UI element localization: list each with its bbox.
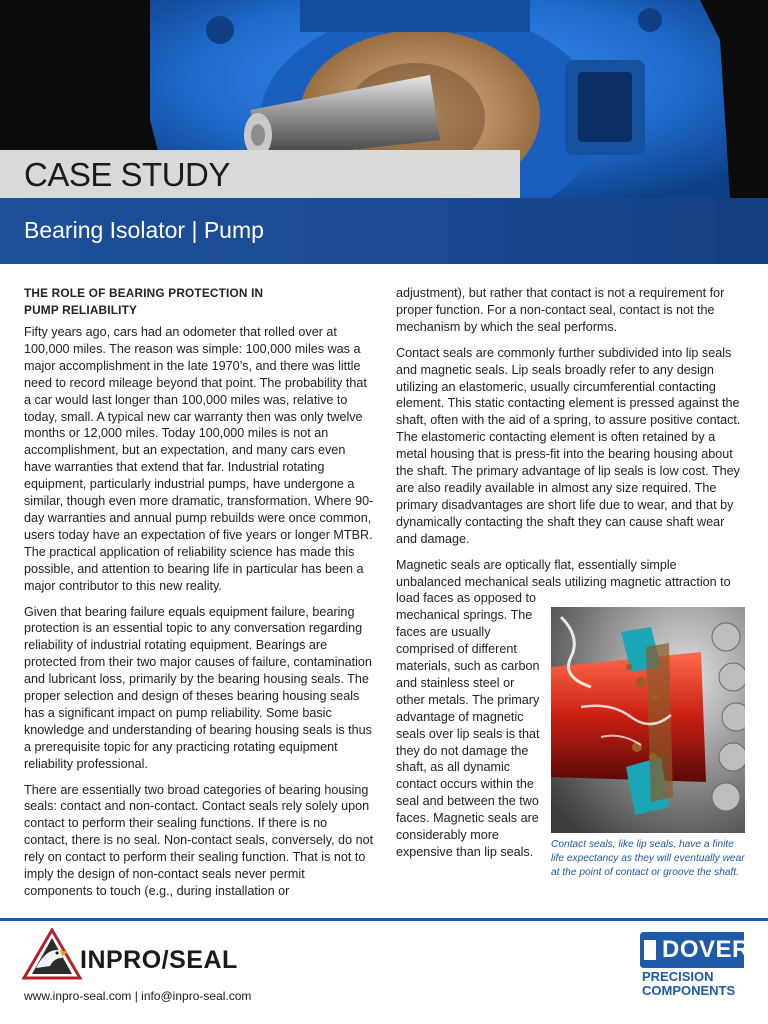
article-heading-line-1: THE ROLE OF BEARING PROTECTION IN <box>24 286 264 300</box>
paragraph: Fifty years ago, cars had an odometer that rolled over at 100,000 miles. The reason was simple: 100,000 miles was a major accomplishment in the late 1970’s, and there was little need to record mileage beyond that point. The probability that a car would last longer than 100,000 miles was, relative to today, small. A typical new car warranty then was only twelve months or 12,000 miles. Today 100,000 miles is not an accomplishment, but an expectation, and many cars even have warranties that extend that far. Industrial rotating equipment, particularly industrial pumps, have undergone a similar, though even more dramatic, transformation. Where 90-day warranties and annual pump rebuilds were once common, users today have an expectation of five years or longer MTBR. The practical application of reliability science has made this possible, and attention to bearing life in particular has been a major contributor to this new reality. <box>24 325 374 593</box>
page-title: CASE STUDY <box>24 156 230 193</box>
eagle-icon <box>22 928 82 982</box>
paragraph: Magnetic seals are optically flat, essentially simple unbalanced mechanical seals utilizing magnetic attraction to <box>396 557 731 589</box>
seal-illustration <box>551 607 745 833</box>
article-heading <box>24 285 374 318</box>
title-bar <box>0 150 520 198</box>
subtitle-bar <box>0 198 768 264</box>
dover-subtitle-line-1: PRECISION <box>642 969 714 984</box>
dover-logo <box>640 932 750 1002</box>
dover-wordmark: DOVER <box>662 936 750 963</box>
seal-wear-figure <box>551 607 745 833</box>
paragraph: Contact seals are commonly further subdivided into lip seals and magnetic seals. Lip seals broadly refer to any design utilizing an elastomeric, usually circumferential contacting element. This static contacting element is pressed against the shaft, often with the aid of a spring, to assure positive contact. The elastomeric contacting element is often retained by a metal housing that is press-fit into the bearing housing about the shaft. The primary advantage of lip seals is low cost. They are also readily available in almost any size required. The primary disadvantages are short life due to wear, and that by dynamically contacting the shaft they can cause shaft wear and damage. <box>396 345 741 546</box>
paragraph: There are essentially two broad categories of bearing housing seals: contact and non-contact. Contact seals rely solely upon contact to perform their sealing functions. If there is no contact, there is no seal. Non-contact seals, conversely, do not rely on contact to perform their sealing function. That is not to imply the design of non-contact seals never permit components to touch (e.g., during installation or <box>24 782 374 898</box>
dover-subtitle <box>642 970 735 998</box>
footer-divider <box>0 918 768 921</box>
figure-caption: Contact seals, like lip seals, have a finite life expectancy as they will eventually wear at the point of contact or groove the shaft. <box>551 839 745 879</box>
contact-info: www.inpro-seal.com | info@inpro-seal.com <box>24 989 252 1003</box>
paragraph: Given that bearing failure equals equipment failure, bearing protection is an essential topic to any conversation regarding reliability of industrial rotating equipment. Bearings are protected from their two major causes of failure, contamination and lubricant loss, primarily by the bearing housing seals. The proper selection and design of theses bearing housing seals has a significant impact on pump reliability. Some basic knowledge and understanding of bearing housing seals is thus a prerequisite topic for any practicing rotating equipment reliability professional. <box>24 604 372 771</box>
dover-subtitle-line-2: COMPONENTS <box>642 983 736 998</box>
article-heading-line-2: PUMP RELIABILITY <box>24 302 138 317</box>
brand-name: INPRO/SEAL <box>80 946 238 974</box>
inpro-seal-logo <box>22 928 282 982</box>
paragraph: load faces as opposed to mechanical springs. The faces are usually comprised of different materials, such as carbon and stainless steel or other metals. The primary advantage of magnetic seals over lip seals is that they do not damage the shaft, as all dynamic contact occurs within the seal and between the two faces. Magnetic seals are considerably more expensive than lip seals. <box>396 591 540 859</box>
article-column-1 <box>24 285 374 909</box>
paragraph: adjustment), but rather that contact is not a requirement for proper function. For a non-contact seal, contact is not the mechanism by which the seal performs. <box>396 286 725 334</box>
page-subtitle: Bearing Isolator | Pump <box>24 217 264 243</box>
